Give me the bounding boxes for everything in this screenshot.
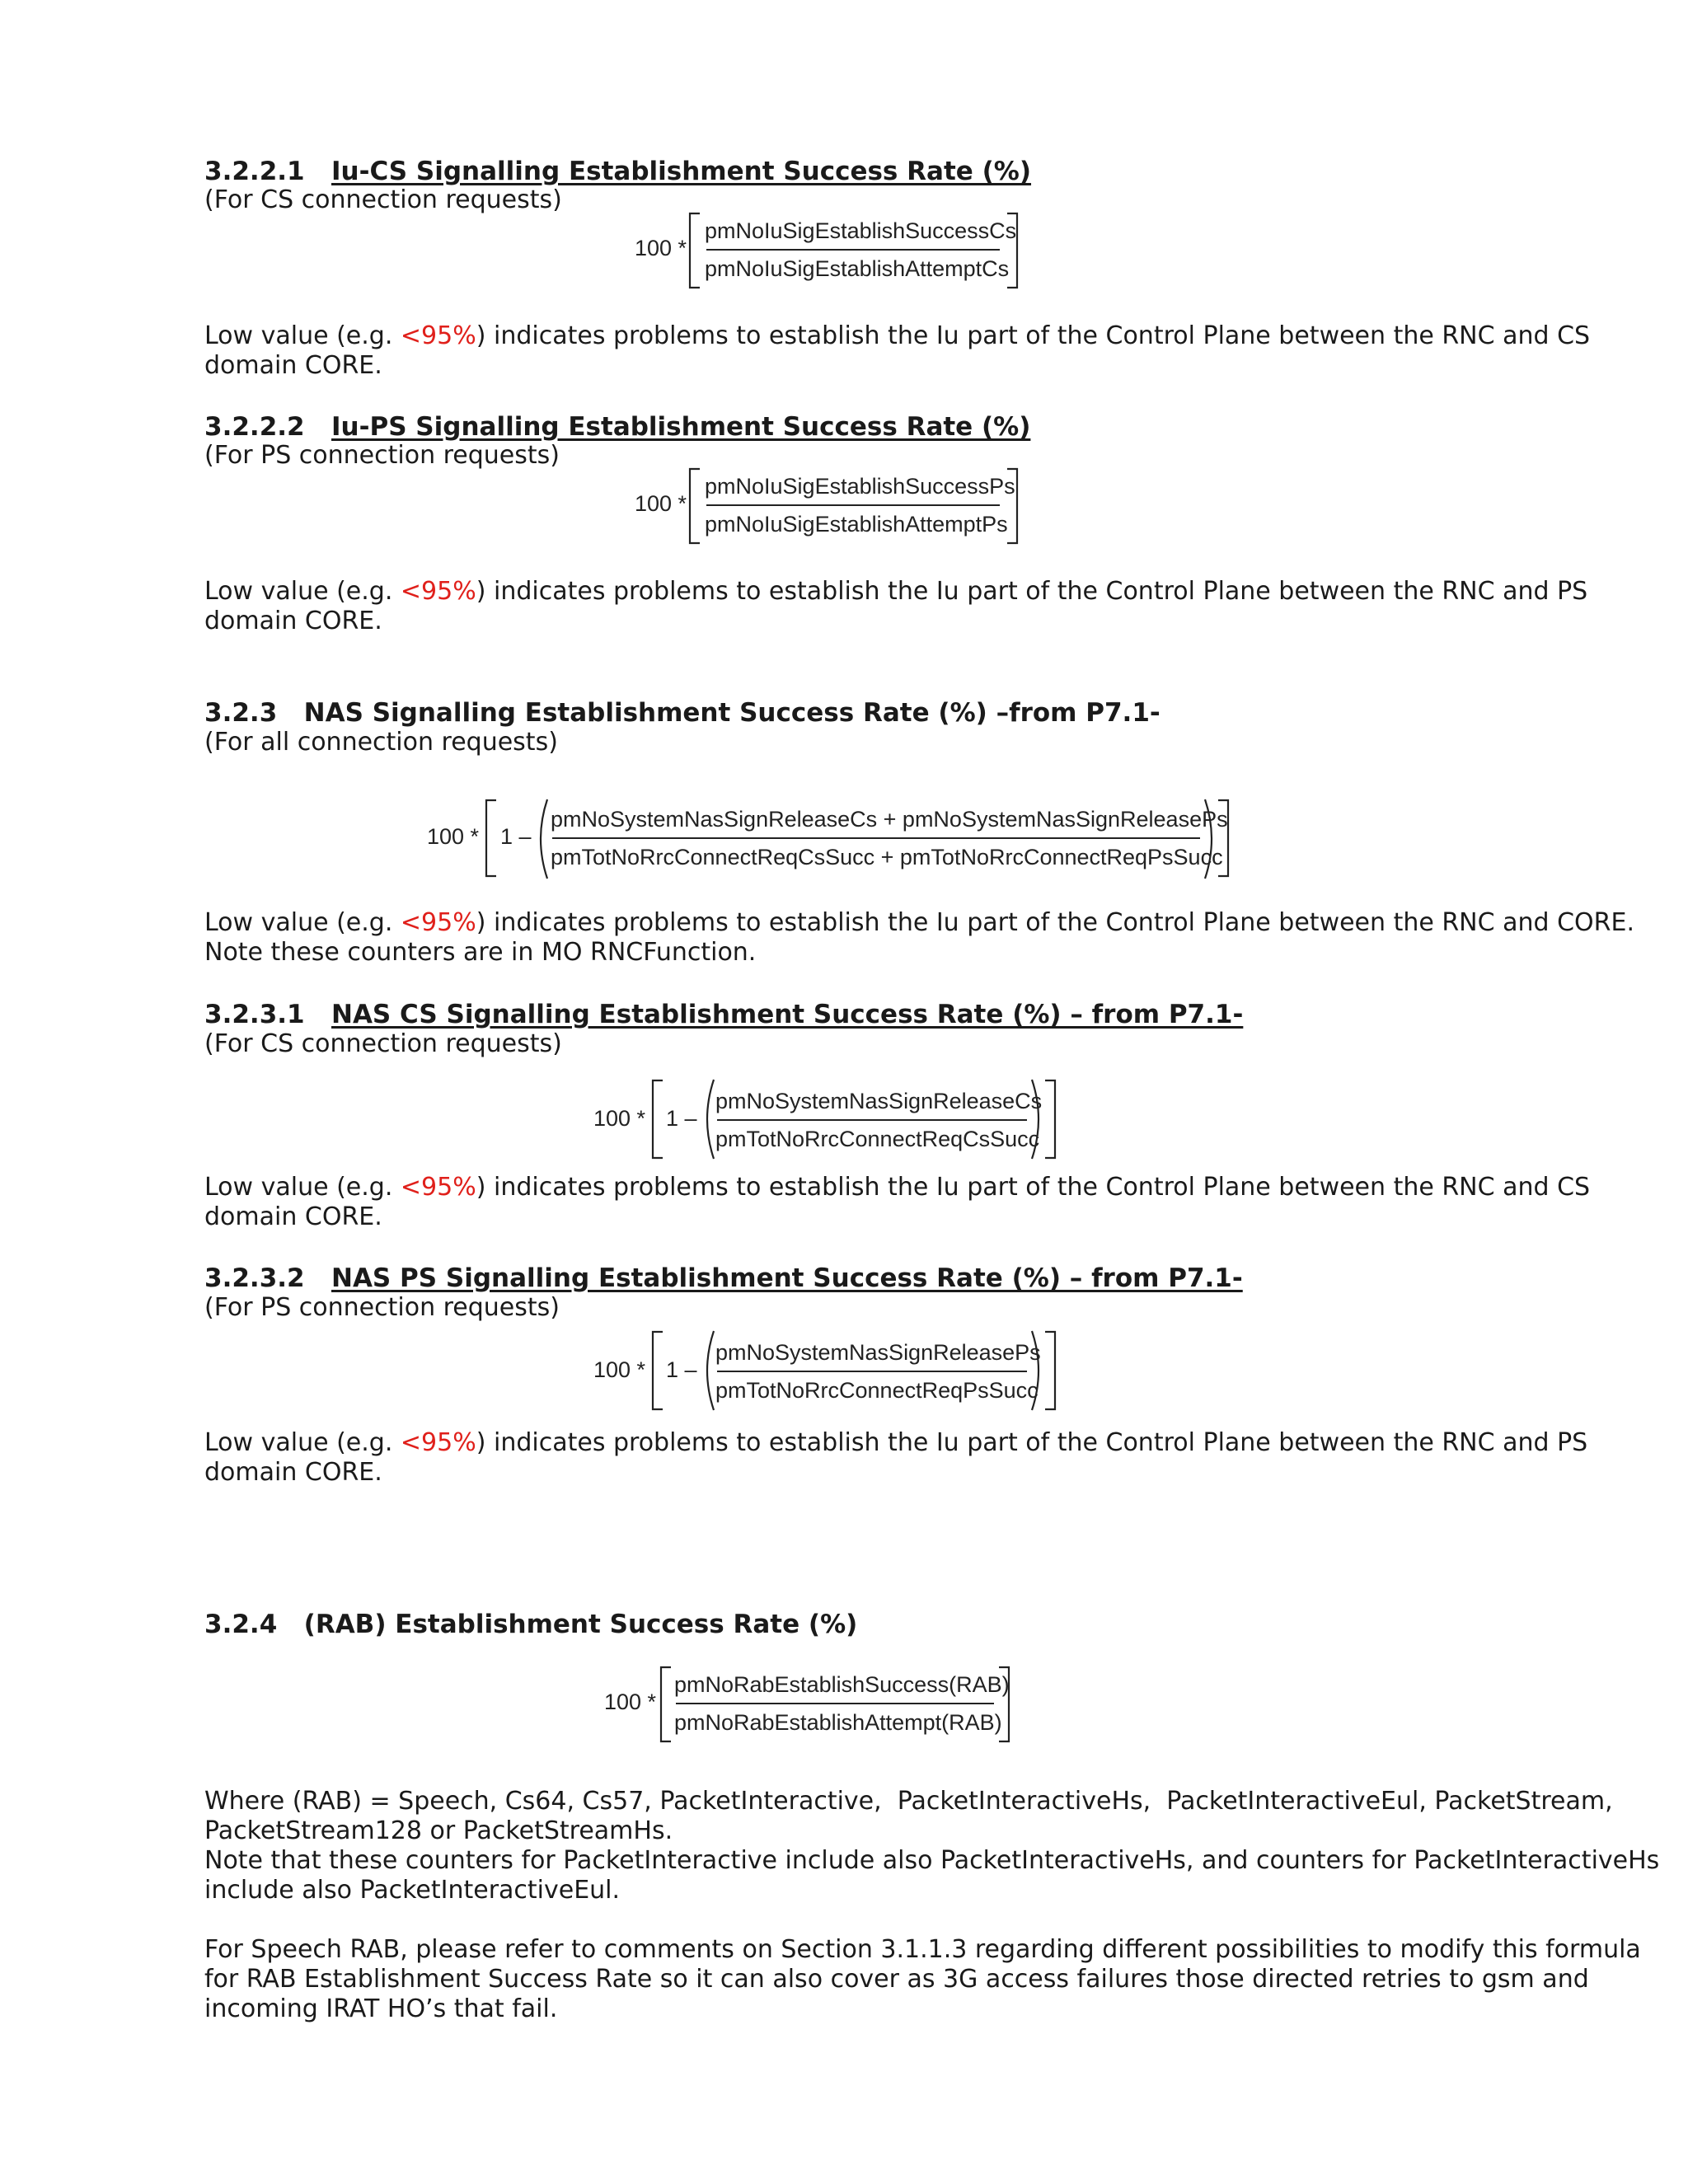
formula-numerator: pmNoRabEstablishSuccess(RAB) — [674, 1672, 1010, 1697]
left-bracket — [651, 1080, 668, 1159]
heading-3221 — [204, 157, 1031, 186]
paragraph-3232: Low value (e.g. <95%) indicates problems to establish the Iu part of the Control Plane between the RNC and PS domain CORE. — [204, 1428, 1588, 1487]
section-title: NAS CS Signalling Establishment Success Rate (%) – from P7.1- — [331, 1000, 1244, 1029]
formula-numerator: pmNoSystemNasSignReleasePs — [715, 1340, 1041, 1365]
section-number: 3.2.2.1 — [204, 157, 305, 186]
left-paren — [699, 1329, 717, 1412]
fraction-bar — [706, 504, 1000, 506]
formula-factor: 100 * — [593, 1106, 646, 1131]
right-bracket — [1042, 1331, 1058, 1410]
formula-numerator: pmNoIuSigEstablishSuccessPs — [705, 474, 1015, 499]
threshold-value: <95% — [400, 321, 476, 350]
heading-324 — [204, 1610, 857, 1639]
threshold-value: <95% — [400, 1173, 476, 1202]
formula-denominator: pmNoIuSigEstablishAttemptCs — [705, 256, 1010, 281]
section-title: NAS Signalling Establishment Success Rate (%) –from P7.1- — [303, 698, 1160, 728]
one-minus: 1 – — [500, 824, 532, 849]
formula-numerator: pmNoSystemNasSignReleaseCs — [715, 1089, 1043, 1113]
right-bracket — [1004, 213, 1020, 288]
section-title: Iu-PS Signalling Establishment Success Rate (%) — [331, 412, 1031, 442]
left-paren — [532, 798, 551, 880]
right-bracket — [996, 1666, 1012, 1742]
subheading-3222: (For PS connection requests) — [204, 441, 560, 470]
left-bracket — [485, 799, 501, 877]
formula-denominator: pmNoIuSigEstablishAttemptPs — [705, 512, 1008, 537]
section-number: 3.2.3.1 — [204, 1000, 305, 1029]
formula-factor: 100 * — [593, 1357, 646, 1382]
formula-numerator: pmNoIuSigEstablishSuccessCs — [705, 218, 1017, 243]
paragraph-3222: Low value (e.g. <95%) indicates problems to establish the Iu part of the Control Plane between the RNC and PS domain CORE. — [204, 577, 1588, 635]
left-bracket — [688, 468, 705, 544]
heading-323 — [204, 698, 1160, 728]
threshold-value: <95% — [400, 1428, 476, 1457]
subheading-323: (For all connection requests) — [204, 728, 558, 757]
formula-denominator: pmTotNoRrcConnectReqPsSucc — [715, 1378, 1039, 1403]
fraction-bar — [552, 837, 1200, 839]
left-bracket — [688, 213, 705, 288]
threshold-value: <95% — [400, 577, 476, 606]
formula-factor: 100 * — [635, 491, 687, 516]
formula-factor: 100 * — [427, 824, 480, 849]
heading-3222 — [204, 412, 1030, 442]
right-bracket — [1042, 1080, 1058, 1159]
paragraph-324-speech: For Speech RAB, please refer to comments on Section 3.1.1.3 regarding different possibilities to modify this formula for RAB Establishment Success Rate so it can also cover as 3G access failures those directed retries to gsm and incoming IRAT HO’s that fail. — [204, 1935, 1641, 2023]
section-number: 3.2.4 — [204, 1610, 278, 1639]
subheading-3231: (For CS connection requests) — [204, 1029, 562, 1058]
heading-3232 — [204, 1263, 1243, 1293]
heading-3231 — [204, 1000, 1243, 1029]
formula-denominator: pmNoRabEstablishAttempt(RAB) — [674, 1710, 1002, 1735]
section-title: Iu-CS Signalling Establishment Success Rate (%) — [331, 157, 1032, 186]
subheading-3221: (For CS connection requests) — [204, 185, 562, 214]
paragraph-324-where: Where (RAB) = Speech, Cs64, Cs57, PacketInteractive, PacketInteractiveHs, PacketInteractiveEul, PacketStream, PacketStream128 or PacketStreamHs. Note that these counters for PacketInteractive include also PacketInteractiveHs, and counters for PacketInteractiveHs include also PacketInteractiveEul. — [204, 1787, 1660, 1905]
fraction-bar — [676, 1703, 994, 1704]
left-bracket — [651, 1331, 668, 1410]
fraction-bar — [706, 249, 1000, 251]
formula-denominator: pmTotNoRrcConnectReqCsSucc + pmTotNoRrcConnectReqPsSucc — [551, 845, 1223, 869]
right-bracket — [1215, 799, 1231, 877]
one-minus: 1 – — [666, 1357, 697, 1382]
paragraph-323: Low value (e.g. <95%) indicates problems to establish the Iu part of the Control Plane between the RNC and CORE. Note these counters are in MO RNCFunction. — [204, 908, 1634, 967]
paragraph-3231: Low value (e.g. <95%) indicates problems to establish the Iu part of the Control Plane between the RNC and CS domain CORE. — [204, 1173, 1591, 1231]
formula-factor: 100 * — [604, 1690, 657, 1714]
paragraph-3221: Low value (e.g. <95%) indicates problems to establish the Iu part of the Control Plane between the RNC and CS domain CORE. — [204, 321, 1591, 380]
formula-numerator: pmNoSystemNasSignReleaseCs + pmNoSystemNasSignReleasePs — [551, 807, 1228, 832]
one-minus: 1 – — [666, 1106, 697, 1131]
right-bracket — [1004, 468, 1020, 544]
fraction-bar — [717, 1371, 1027, 1372]
section-number: 3.2.2.2 — [204, 412, 305, 442]
left-paren — [699, 1078, 717, 1160]
formula-denominator: pmTotNoRrcConnectReqCsSucc — [715, 1127, 1040, 1151]
section-number: 3.2.3 — [204, 698, 278, 728]
section-title: (RAB) Establishment Success Rate (%) — [303, 1610, 858, 1639]
threshold-value: <95% — [400, 908, 476, 937]
fraction-bar — [717, 1119, 1027, 1121]
subheading-3232: (For PS connection requests) — [204, 1293, 560, 1322]
section-title: NAS PS Signalling Establishment Success Rate (%) – from P7.1- — [331, 1263, 1243, 1293]
section-number: 3.2.3.2 — [204, 1263, 305, 1293]
formula-factor: 100 * — [635, 236, 687, 260]
left-bracket — [659, 1666, 676, 1742]
